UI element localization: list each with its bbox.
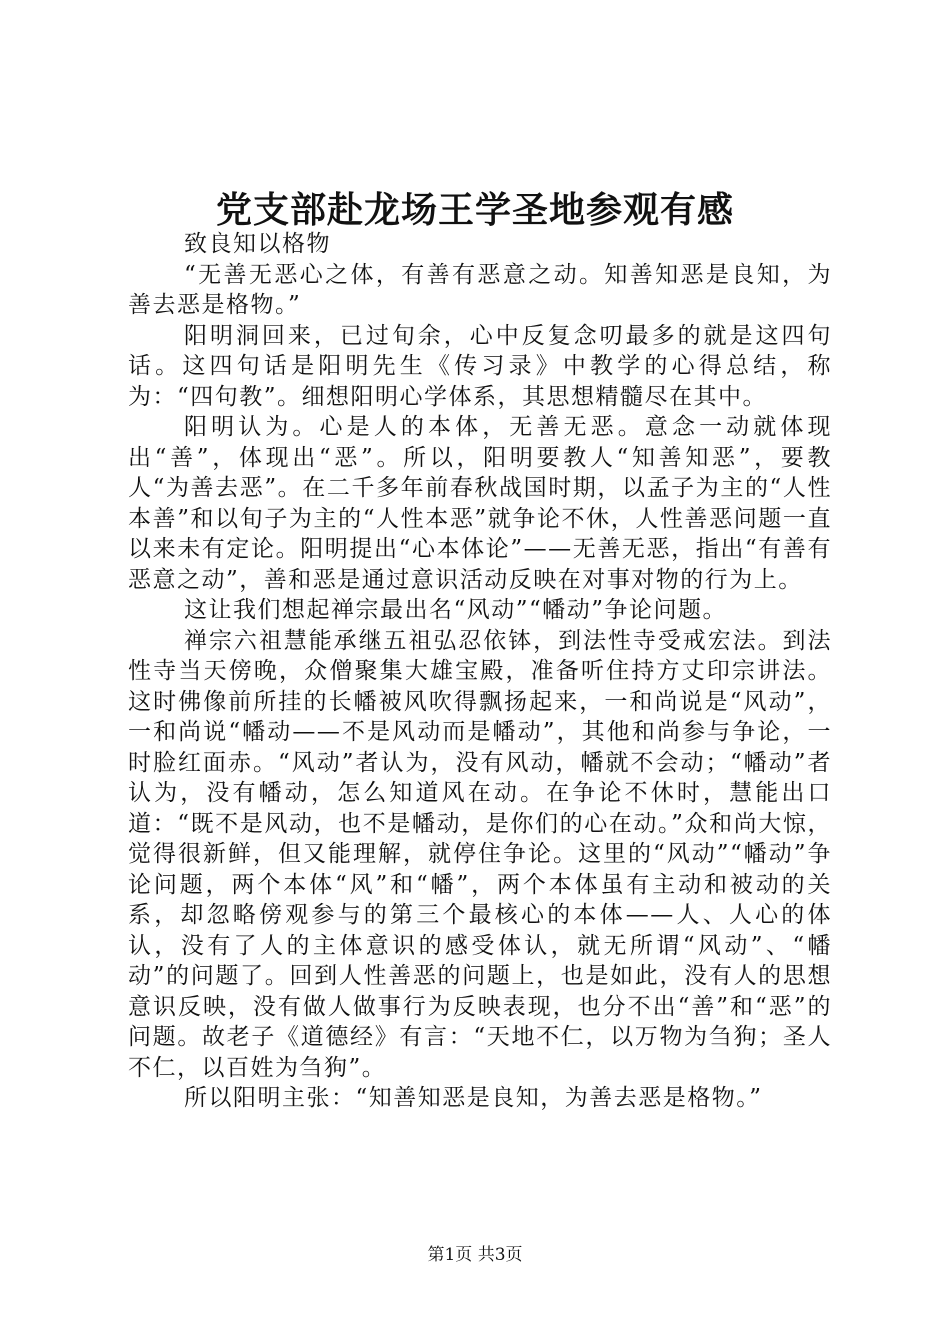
page-number-footer: 第1页 共3页 bbox=[427, 1245, 523, 1265]
paragraph: 禅宗六祖慧能承继五祖弘忍依钵，到法性寺受戒宏法。到法性寺当天傍晚，众僧聚集大雄宝殿，准备听住持方丈印宗讲法。这时佛像前所挂的长幡被风吹得飘扬起来，一和尚说是“风动”，一和尚说“幡动——不是风动而是幡动”，其他和尚参与争论，一时脸红面赤。“风动”者认为，没有风动，幡就不会动；“幡动”者认为，没有幡动，怎么知道风在动。在争论不休时，慧能出口道：“既不是风动，也不是幡动，是你们的心在动。”众和尚大惊，觉得很新鲜，但又能理解，就停住争论。这里的“风动”“幡动”争论问题，两个本体“风”和“幡”，两个本体虽有主动和被动的关系，却忽略傍观参与的第三个最核心的本体——人、人心的体认，没有了人的主体意识的感受体认，就无所谓“风动”、“幡动”的问题了。回到人性善恶的问题上，也是如此，没有人的思想意识反映，没有做人做事行为反映表现，也分不出“善”和“恶”的问题。故老子《道德经》有言：“天地不仁，以万物为刍狗；圣人不仁，以百姓为刍狗”。 bbox=[128, 627, 832, 1081]
paragraph-heading: 致良知以格物 bbox=[184, 231, 331, 257]
paragraph: 阳明洞回来，已过旬余，心中反复念叨最多的就是这四句话。这四句话是阳明先生《传习录》中教学的心得总结，称为：“四句教”。细想阳明心学体系，其思想精髓尽在其中。 bbox=[128, 322, 832, 410]
paragraph: 阳明认为。心是人的本体，无善无恶。意念一动就体现出“善”，体现出“恶”。所以，阳明要教人“知善知恶”，要教人“为善去恶”。在二千多年前春秋战国时期，以孟子为主的“人性本善”和以旬子为主的“人性本恶”就争论不休，人性善恶问题一直以来未有定论。阳明提出“心本体论”——无善无恶，指出“有善有恶意之动”，善和恶是通过意识活动反映在对事对物的行为上。 bbox=[128, 414, 832, 593]
paragraph: 这让我们想起禅宗最出名“风动”“幡动”争论问题。 bbox=[184, 597, 728, 623]
paragraph-quote: “无善无恶心之体，有善有恶意之动。知善知恶是良知，为善去恶是格物。” bbox=[128, 261, 832, 318]
document-title: 党支部赴龙场王学圣地参观有感 bbox=[215, 189, 734, 231]
paragraph: 所以阳明主张：“知善知恶是良知，为善去恶是格物。” bbox=[184, 1085, 763, 1111]
document-body bbox=[128, 229, 832, 1114]
